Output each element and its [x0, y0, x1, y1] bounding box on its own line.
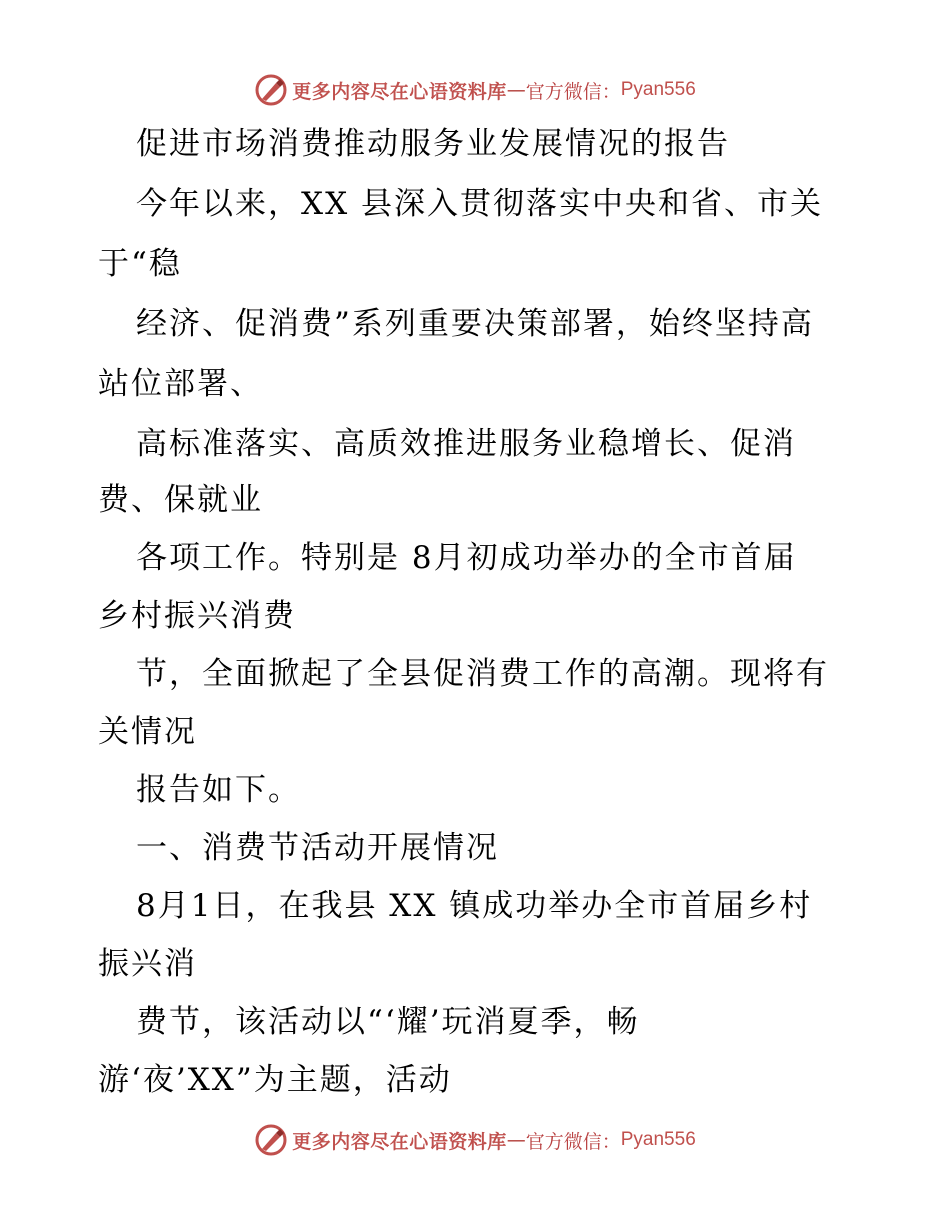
- paragraph-line: 报告如下。: [136, 772, 301, 808]
- paragraph-line: 于“稳: [98, 246, 182, 282]
- section-heading: 一、消费节活动开展情况: [136, 830, 499, 866]
- header-official-label: 官方微信：: [525, 80, 621, 103]
- paragraph-line: 费节，该活动以“‘耀’玩消夏季，畅: [136, 1004, 640, 1040]
- footer-dash: —: [506, 1129, 526, 1151]
- paragraph-line: 费、保就业: [98, 482, 263, 518]
- header-slogan: 更多内容尽在心语资料库: [292, 80, 507, 103]
- paragraph-line: 高标准落实、高质效推进服务业稳增长、促消: [136, 426, 796, 462]
- document-title: 促进市场消费推动服务业发展情况的报告: [136, 126, 730, 162]
- paragraph-line: 经济、促消费”系列重要决策部署，始终坚持高: [136, 306, 814, 342]
- paragraph-line: 节，全面掀起了全县促消费工作的高潮。现将有: [136, 656, 829, 692]
- paragraph-line: 8月1日，在我县 XX 镇成功举办全市首届乡村: [136, 888, 813, 924]
- footer-watermark: [0, 1122, 950, 1158]
- header-watermark: [0, 72, 950, 108]
- paragraph-line: 乡村振兴消费: [98, 598, 296, 634]
- paragraph-line: 各项工作。特别是 8月初成功举办的全市首届: [136, 540, 797, 576]
- pen-logo-icon: [254, 73, 288, 107]
- footer-slogan: 更多内容尽在心语资料库: [292, 1130, 507, 1153]
- paragraph-line: 关情况: [98, 714, 197, 750]
- paragraph-line: 振兴消: [98, 946, 197, 982]
- paragraph-line: 游‘夜’XX”为主题，活动: [98, 1062, 452, 1098]
- paragraph-line: 今年以来，XX 县深入贯彻落实中央和省、市关: [136, 186, 823, 222]
- pen-logo-icon: [254, 1123, 288, 1157]
- paragraph-line: 站位部署、: [98, 366, 263, 402]
- footer-wechat-id: Pyan556: [620, 1129, 696, 1150]
- header-dash: —: [506, 79, 526, 101]
- header-wechat-id: Pyan556: [620, 79, 696, 100]
- footer-official-label: 官方微信：: [525, 1130, 621, 1153]
